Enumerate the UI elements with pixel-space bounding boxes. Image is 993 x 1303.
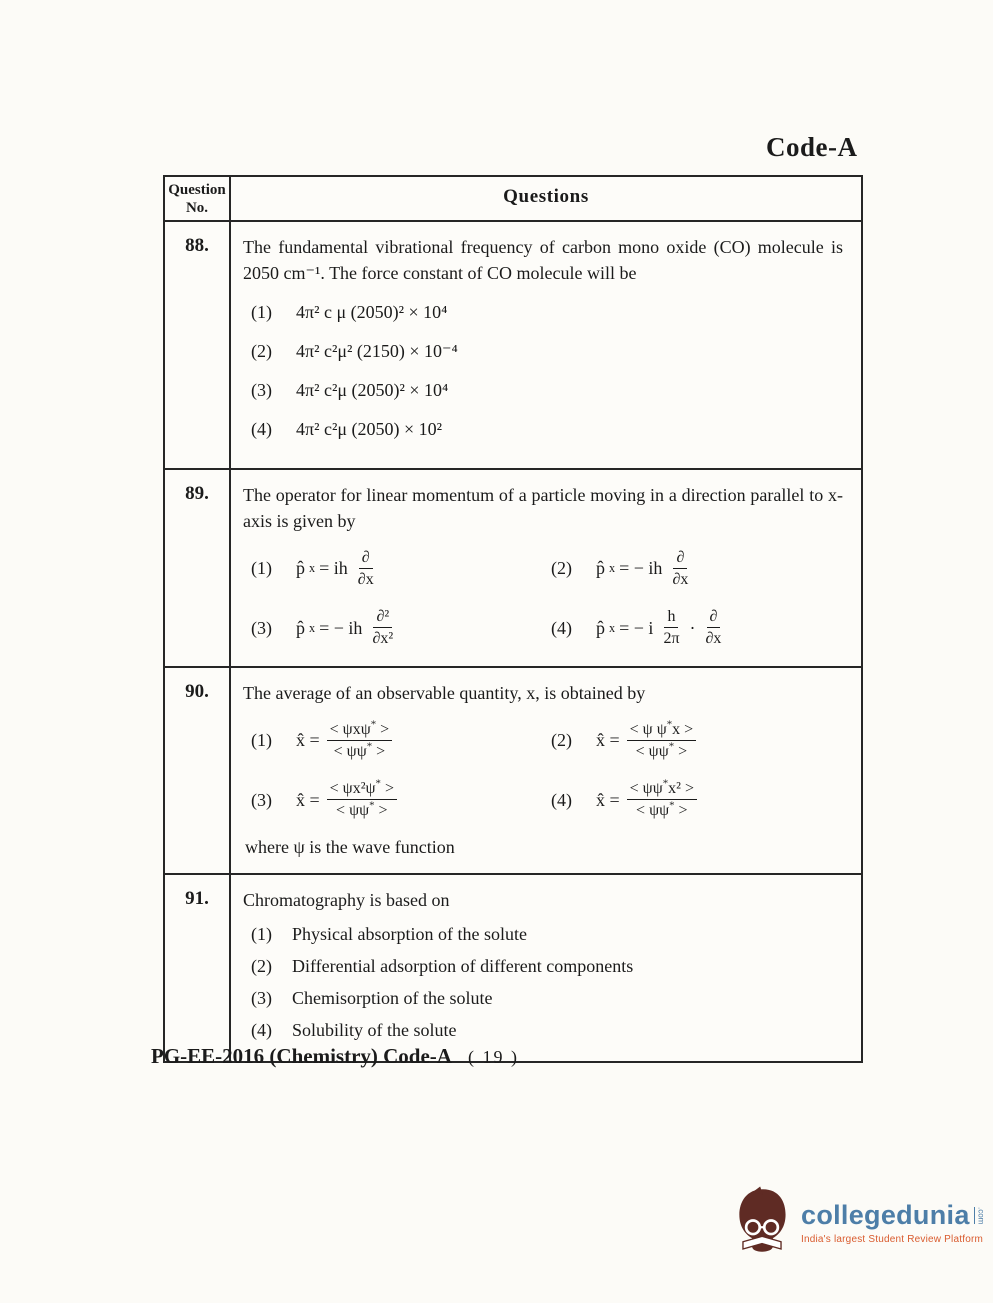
option-text: Chemisorption of the solute [292, 987, 493, 1008]
option-1 [243, 299, 843, 325]
collegedunia-mascot-icon [733, 1186, 791, 1259]
questions-table [163, 175, 863, 1063]
option-text: Physical absorption of the solute [292, 923, 527, 944]
option-label: (4) [251, 419, 272, 440]
question-cell [231, 875, 861, 1061]
option-formula: x̂ = $\frac{< \psi\psi^*x^2 >}{< \psi\psi^* >}$ [596, 779, 700, 820]
question-row-88 [165, 222, 861, 470]
option-label: (3) [251, 617, 272, 638]
option-formula: p̂ x = − ih $\frac{\text{∂²}}{\text{∂x²}}$ [296, 608, 394, 648]
option-3 [243, 607, 543, 648]
option-text: Solubility of the solute [292, 1019, 457, 1040]
option-text: Differential adsorption of different components [292, 955, 634, 976]
option-2 [243, 953, 843, 979]
option-formula: x̂ = $\frac{< \psi x\psi^* >}{< \psi\psi^* >}$ [296, 720, 395, 761]
footer-paper-code: PG-EE-2016 (Chemistry) Code-A [151, 1044, 452, 1068]
option-4 [543, 607, 843, 648]
option-label: (2) [551, 730, 572, 751]
question-text: The operator for linear momentum of a particle moving in a direction parallel to x-axis is given by [243, 484, 843, 531]
option-2 [543, 548, 843, 589]
column-header-question-no [165, 177, 231, 220]
logo-text-block [801, 1200, 985, 1245]
question-no-header-line2: No. [185, 200, 209, 216]
question-text: The average of an observable quantity, x, is obtained by [243, 682, 646, 703]
option-formula: x̂ = $\frac{< \psi \psi^*x >}{< \psi\psi^* >}$ [596, 720, 699, 761]
question-note: where ψ is the wave function [245, 837, 455, 858]
option-2 [243, 338, 843, 364]
option-label: (1) [251, 302, 272, 323]
question-cell [231, 470, 861, 666]
option-4 [243, 416, 843, 442]
option-formula: p̂ x = − i $\frac{h}{2\pi}$ · $\frac{\partial}{\partial x}$ [596, 608, 722, 648]
option-4 [543, 779, 843, 820]
options-list [243, 921, 843, 1043]
option-1 [243, 921, 843, 947]
option-formula: 4π² c μ (2050)² × 10⁴ [296, 302, 448, 323]
question-text: The fundamental vibrational frequency of carbon mono oxide (CO) molecule is 2050 cm⁻¹. The force constant of CO molecule will be [243, 237, 843, 284]
option-1 [243, 548, 543, 589]
brand-name: collegedunia [801, 1200, 970, 1230]
question-number: 89. [165, 470, 231, 666]
option-label: (4) [551, 789, 572, 810]
page-number: ( 19 ) [467, 1047, 519, 1067]
brand-tagline: India's largest Student Review Platform [801, 1234, 984, 1245]
page-footer [151, 1044, 519, 1069]
question-number: 88. [165, 222, 231, 468]
option-2 [543, 720, 843, 761]
question-number: 90. [165, 668, 231, 873]
option-label: (3) [251, 789, 272, 810]
option-label: (1) [251, 730, 272, 751]
option-formula: p̂ x = − ih $\frac{\partial}{\partial x}$ [596, 548, 689, 588]
options-grid [243, 720, 843, 821]
code-label: Code-A [766, 132, 858, 162]
option-formula: p̂ x = ih $\frac{\partial}{\partial x}$ [296, 548, 374, 588]
question-text: Chromatography is based on [243, 889, 450, 910]
option-label: (2) [251, 955, 272, 976]
option-formula: x̂ = $\frac{< \psi x^2\psi^* >}{< \psi\psi^* >}$ [296, 779, 400, 820]
question-row-90 [165, 668, 861, 875]
question-row-89 [165, 470, 861, 668]
option-label: (3) [251, 380, 272, 401]
question-cell [231, 222, 861, 468]
option-label: (4) [251, 1019, 272, 1040]
option-1 [243, 720, 543, 761]
question-no-header-line1: Question [168, 182, 226, 198]
question-number: 91. [165, 875, 231, 1061]
options-list [243, 299, 843, 442]
option-4 [243, 1017, 843, 1043]
brand-domain: .com [974, 1207, 985, 1224]
option-3 [243, 377, 843, 403]
option-3 [243, 985, 843, 1011]
option-label: (4) [551, 617, 572, 638]
option-label: (2) [251, 341, 272, 362]
option-formula: 4π² c²μ² (2150) × 10⁻⁴ [296, 341, 458, 362]
option-3 [243, 779, 543, 820]
brand-row [801, 1200, 985, 1231]
table-header-row [165, 177, 861, 222]
collegedunia-logo [733, 1186, 985, 1259]
question-cell [231, 668, 861, 873]
option-label: (3) [251, 987, 272, 1008]
column-header-questions: Questions [503, 186, 589, 207]
options-grid [243, 548, 843, 649]
option-label: (1) [251, 558, 272, 579]
option-label: (2) [551, 558, 572, 579]
question-row-91 [165, 875, 861, 1061]
option-formula: 4π² c²μ (2050)² × 10⁴ [296, 380, 449, 401]
option-label: (1) [251, 923, 272, 944]
option-formula: 4π² c²μ (2050) × 10² [296, 419, 443, 440]
